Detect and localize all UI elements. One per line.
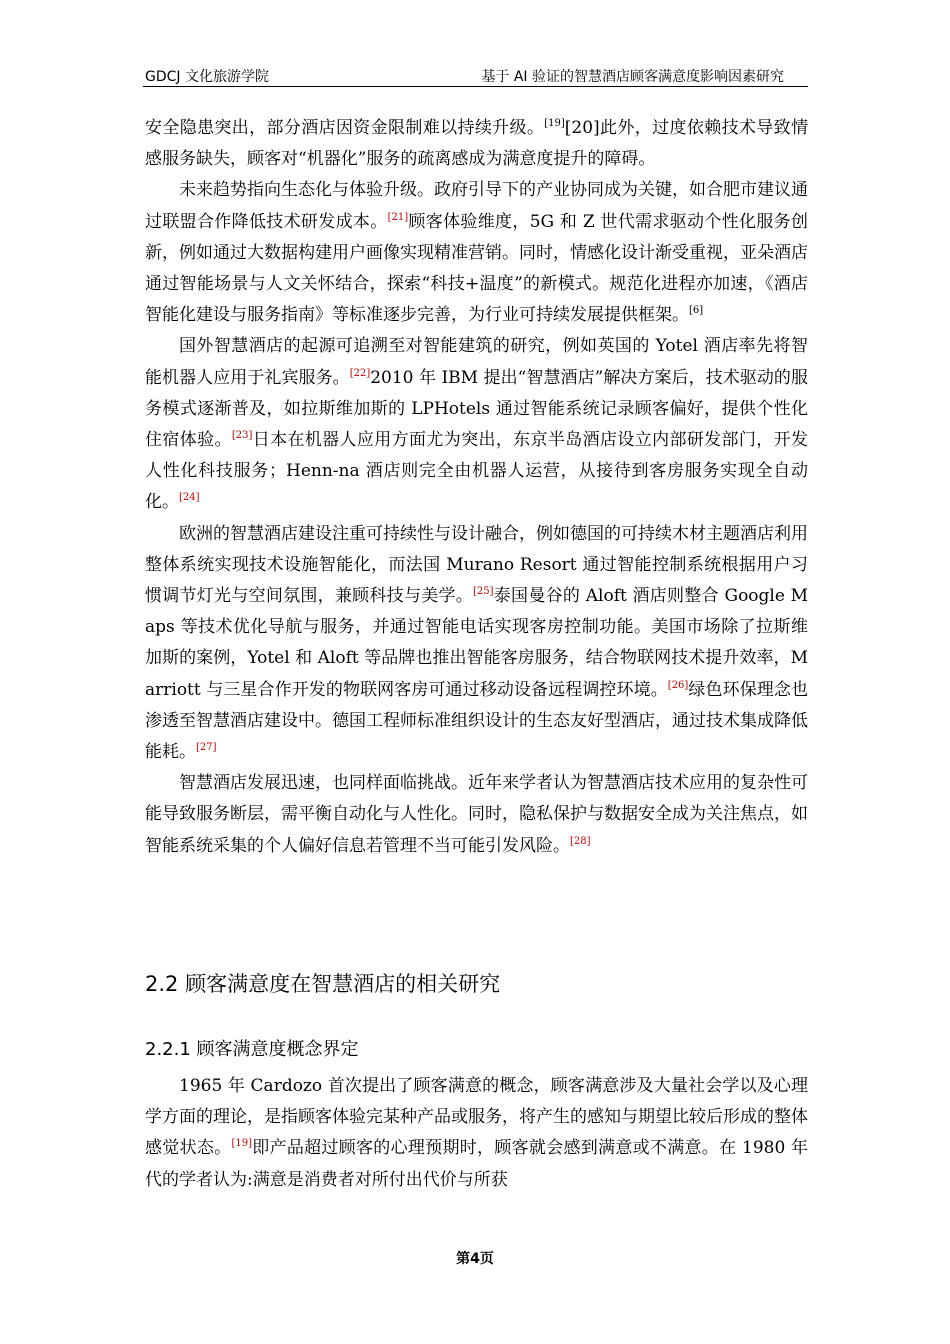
text-run: 智慧酒店发展迅速，也同样面临挑战。近年来学者认为智慧酒店技术应用的复杂性可能导致服务断层，需平衡自动化与人性化。同时，隐私保护与数据安全成为关注焦点，如智能系统采集的个人偏好信息若管理不当可能引发风险。 — [145, 773, 808, 856]
body-text-lower — [145, 1071, 808, 1196]
citation[interactable]: [28] — [570, 835, 591, 847]
header-rule — [143, 86, 808, 87]
text-run: 日本在机器人应用方面尤为突出，东京半岛酒店设立内部研发部门，开发人性化科技服务；Henn-na 酒店则完全由机器人运营，从接待到客房服务实现全自动化。 — [145, 430, 809, 513]
citation[interactable]: [22] — [349, 367, 371, 379]
citation[interactable]: [21] — [387, 211, 409, 223]
text-run: 绿色环保理念也渗透至智慧酒店建设中。德国工程师标准组织设计的生态友好型酒店，通过技术集成降低能耗。 — [145, 679, 808, 763]
citation: [6] — [689, 305, 704, 317]
paragraph-1 — [145, 113, 808, 175]
citation[interactable]: [25] — [473, 586, 494, 598]
text-run: 2010 年 IBM 提出“智慧酒店”解决方案后，技术驱动的服务模式逐渐普及，如拉斯维加斯的 LPHotels 通过智能系统记录顾客偏好，提供个性化住宿体验。 — [145, 367, 808, 451]
citation: [19] — [544, 118, 565, 129]
text-run: 国外智慧酒店的起源可追溯至对智能建筑的研究，例如英国的 Yotel 酒店率先将智能机器人应用于礼宾服务。 — [145, 336, 808, 388]
body-text-upper — [145, 113, 808, 862]
paragraph-3 — [145, 331, 808, 518]
citation[interactable]: [19] — [231, 1138, 252, 1150]
text-run: 安全隐患突出，部分酒店因资金限制难以持续升级。 — [145, 118, 545, 138]
citation[interactable]: [27] — [196, 742, 217, 754]
citation[interactable]: [24] — [179, 492, 200, 504]
paragraph-4 — [145, 519, 808, 769]
subsection-heading: 2.2.1 顾客满意度概念界定 — [145, 1039, 359, 1060]
paragraph-2 — [145, 175, 808, 331]
text-run: 即产品超过顾客的心理预期时，顾客就会感到满意或不满意。在 1980 年代的学者认为:满意是消费者对所付出代价与所获 — [145, 1138, 809, 1190]
paragraph-5 — [145, 768, 808, 862]
text-run: 欧洲的智慧酒店建设注重可持续性与设计融合，例如德国的可持续木材主题酒店利用整体系统实现技术设施智能化，而法国 Murano Resort 通过智能控制系统根据用户习惯调节灯光与空间氛围，兼顾科技与美学。 — [145, 523, 808, 607]
text-run: [20]此外，过度依赖技术导致情感服务缺失，顾客对“机器化”服务的疏离感成为满意度提升的障碍。 — [145, 118, 809, 170]
citation[interactable]: [23] — [231, 430, 253, 442]
text-run: 1965 年 Cardozo 首次提出了顾客满意的概念，顾客满意涉及大量社会学以及心理学方面的理论，是指顾客体验完某种产品或服务，将产生的感知与期望比较后形成的整体感觉状态。 — [145, 1076, 808, 1159]
header-institution: GDCJ 文化旅游学院 — [145, 69, 269, 85]
section-heading: 2.2 顾客满意度在智慧酒店的相关研究 — [145, 972, 501, 996]
citation[interactable]: [26] — [667, 679, 689, 691]
text-run: 顾客体验维度，5G 和 Z 世代需求驱动个性化服务创新，例如通过大数据构建用户画像实现精准营销。同时，情感化设计渐受重视，亚朵酒店通过智能场景与人文关怀结合，探索“科技+温度”的新模式。规范化进程亦加速，《酒店智能化建设与服务指南》等标准逐步完善，为行业可持续发展提供框架。 — [145, 211, 809, 326]
header-title: 基于 AI 验证的智慧酒店顾客满意度影响因素研究 — [481, 69, 784, 85]
page-number: 第4页 — [456, 1251, 494, 1267]
text-run: 未来趋势指向生态化与体验升级。政府引导下的产业协同成为关键，如合肥市建议通过联盟合作降低技术研发成本。 — [145, 180, 808, 232]
text-run: 泰国曼谷的 Aloft 酒店则整合 Google Maps 等技术优化导航与服务，并通过智能电话实现客房控制功能。美国市场除了拉斯维加斯的案例，Yotel 和 Aloft 等品牌也推出智能客房服务，结合物联网技术提升效率，Marriott 与三星合作开发的物联网客房可通过移动设备远程调控环境。 — [145, 586, 808, 700]
paragraph-6 — [145, 1071, 808, 1196]
